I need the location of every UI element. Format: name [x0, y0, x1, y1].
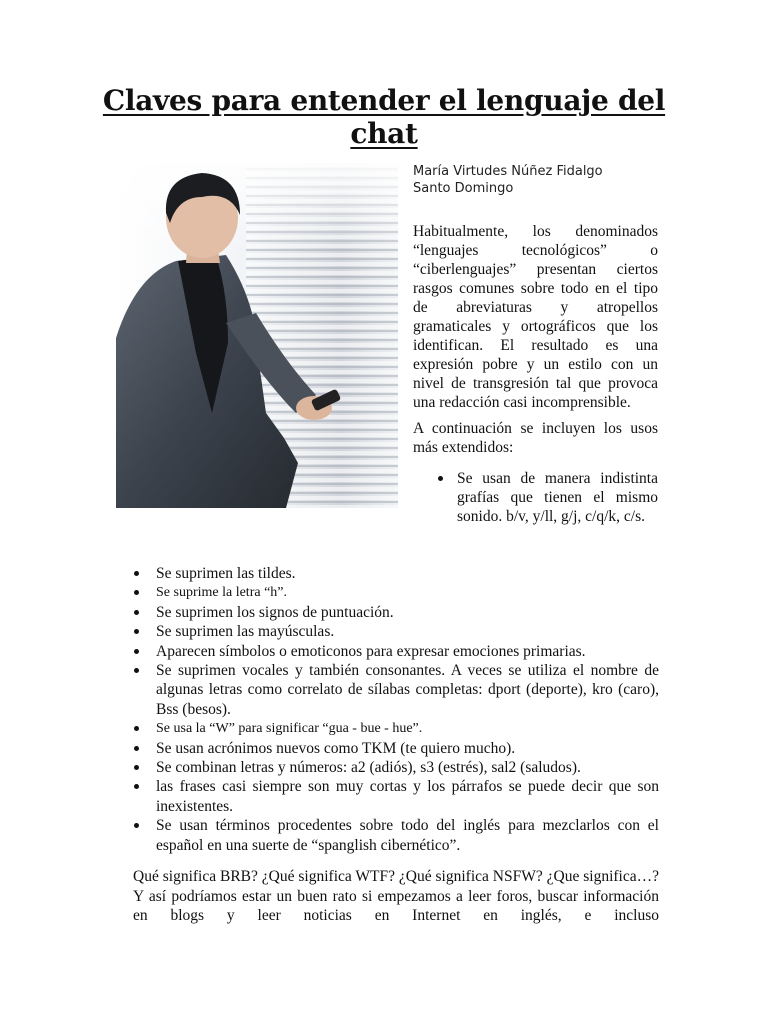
list-item: [156, 642, 659, 661]
bullet-icon: [134, 668, 139, 673]
intro-paragraph-2: A continuación se incluyen los usos más extendidos:: [413, 420, 658, 456]
intro-column: [413, 222, 658, 526]
list-item: [156, 777, 659, 816]
bullet-icon: [134, 823, 139, 828]
bullet-icon: [134, 571, 139, 576]
list-item-text: Se suprimen las mayúsculas.: [156, 623, 335, 641]
list-item-text: Aparecen símbolos o emoticonos para expresar emociones primarias.: [156, 642, 586, 660]
list-item: [156, 564, 659, 583]
intro-paragraph-1: Habitualmente, los denominados “lenguajes tecnológicos” o “ciberlenguajes” presentan ciertos rasgos comunes sobre todo en el tipo de abreviaturas y atropellos gramaticales y ortográficos que los identifican. El resultado es una expresión pobre y un estilo con un nivel de transgresión tal que provoca una redacción casi incomprensible.: [413, 223, 658, 411]
author-location: Santo Domingo: [413, 181, 514, 196]
bullet-icon: [438, 476, 443, 481]
bullet-icon: [134, 610, 139, 615]
usage-list: [133, 564, 659, 855]
list-item: [156, 719, 659, 738]
author-block: [413, 163, 663, 197]
list-item: [457, 469, 658, 526]
list-item-text: Se usan términos procedentes sobre todo del inglés para mezclarlos con el español en una suerte de “spanglish cibernético”.: [156, 817, 659, 854]
list-item-text: Se usan acrónimos nuevos como TKM (te quiero mucho).: [156, 739, 516, 757]
list-item-text: Se usa la “W” para significar “gua - bue - hue”.: [156, 721, 423, 737]
list-item-text: Se suprimen vocales y también consonantes. A veces se utiliza el nombre de algunas letras como correlato de sílabas completas: dport (deporte), kro (caro), Bss (besos).: [156, 662, 659, 718]
list-item: [156, 758, 659, 777]
man-with-phone-photo: [116, 163, 398, 508]
bullet-icon: [134, 590, 139, 595]
main-content: [133, 564, 659, 925]
bullet-icon: [134, 746, 139, 751]
list-item: [156, 816, 659, 855]
bullet-icon: [134, 726, 139, 731]
list-item: [156, 739, 659, 758]
bullet-icon: [134, 784, 139, 789]
article-title: Claves para entender el lenguaje del chat: [102, 84, 666, 150]
author-name: María Virtudes Núñez Fidalgo: [413, 164, 603, 179]
list-item: [156, 583, 659, 602]
list-item: [156, 622, 659, 641]
closing-paragraph: Qué significa BRB? ¿Qué significa WTF? ¿Qué significa NSFW? ¿Que significa…? Y así podríamos estar un buen rato si empezamos a leer foros, buscar información en blogs y leer noticias en Internet en inglés, e incluso: [133, 868, 659, 924]
list-item: [156, 603, 659, 622]
list-item-text: Se combinan letras y números: a2 (adiós), s3 (estrés), sal2 (saludos).: [156, 759, 581, 777]
intro-list: [413, 469, 658, 526]
list-item-text: Se suprimen las tildes.: [156, 565, 296, 582]
list-item-text: Se usan de manera indistinta grafías que tienen el mismo sonido. b/v, y/ll, g/j, c/q/k, c/s.: [457, 470, 658, 525]
bullet-icon: [134, 649, 139, 654]
bullet-icon: [134, 765, 139, 770]
list-item-text: Se suprime la letra “h”.: [156, 585, 288, 601]
list-item-text: Se suprimen los signos de puntuación.: [156, 603, 394, 621]
list-item: [156, 661, 659, 719]
bullet-icon: [134, 629, 139, 634]
list-item-text: las frases casi siempre son muy cortas y los párrafos se puede decir que son inexistentes.: [156, 778, 659, 815]
